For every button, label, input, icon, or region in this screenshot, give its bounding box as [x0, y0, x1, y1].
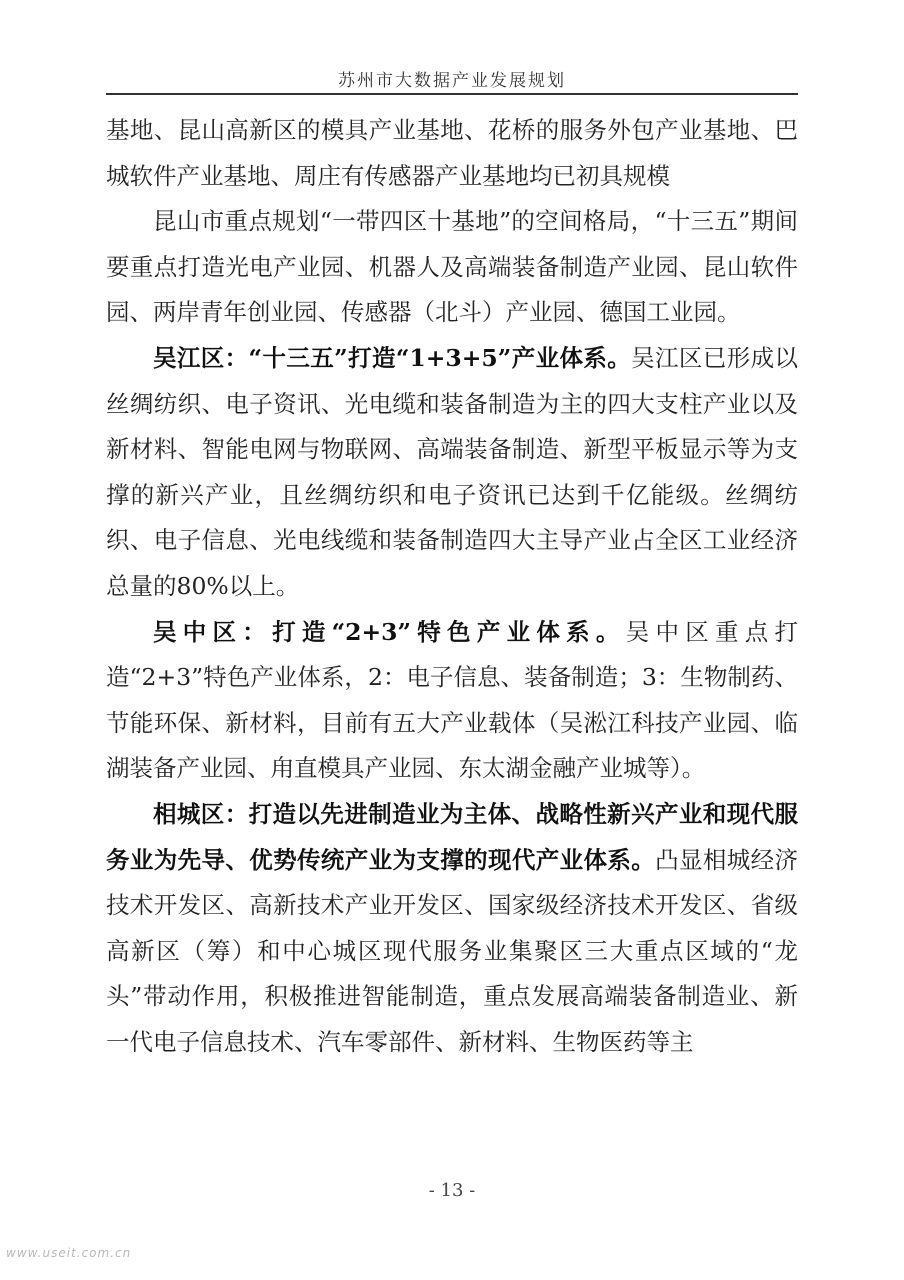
page-body — [106, 108, 798, 1065]
paragraph-lead: 吴江区：“十三五”打造“1+3+5”产业体系。 — [153, 343, 632, 372]
page-number: - 13 - — [428, 1180, 476, 1201]
header-rule — [106, 93, 798, 95]
paragraph-text: 基地、昆山高新区的模具产业基地、花桥的服务外包产业基地、巴城软件产业基地、周庄有传感器产业基地均已初具规模 — [106, 116, 798, 190]
paragraph-continued — [106, 108, 798, 199]
paragraph-text: 昆山市重点规划“一带四区十基地”的空间格局，“十三五”期间要重点打造光电产业园、机器人及高端装备制造产业园、昆山软件园、两岸青年创业园、传感器（北斗）产业园、德国工业园。 — [106, 207, 798, 327]
running-header: 苏州市大数据产业发展规划 — [338, 71, 566, 91]
paragraph-wujiang — [106, 336, 798, 610]
watermark: www.useit.com.cn — [6, 1246, 132, 1260]
paragraph-xiangcheng — [106, 792, 798, 1066]
paragraph-wuzhong — [106, 610, 798, 792]
paragraph-text: 吴中区重点打造“2+3”特色产业体系，2：电子信息、装备制造；3：生物制药、节能环保、新材料，目前有五大产业载体（吴淞江科技产业园、临湖装备产业园、甪直模具产业园、东太湖金融产业城等）。 — [106, 617, 799, 783]
paragraph-lead: 吴中区：打造“2+3”特色产业体系。 — [153, 617, 626, 646]
paragraph-lead: 相城区：打造以先进制造业为主体、战略性新兴产业和现代服务业为先导、优势传统产业为支撑的现代产业体系。 — [106, 799, 798, 874]
paragraph-text: 吴江区已形成以丝绸纺织、电子资讯、光电缆和装备制造为主的四大支柱产业以及新材料、智能电网与物联网、高端装备制造、新型平板显示等为支撑的新兴产业，且丝绸纺织和电子资讯已达到千亿能级。丝绸纺织、电子信息、光电线缆和装备制造四大主导产业占全区工业经济总量的80%以上。 — [106, 343, 798, 600]
paragraph-kunshan — [106, 199, 798, 336]
paragraph-text: 凸显相城经济技术开发区、高新技术产业开发区、国家级经济技术开发区、省级高新区（筹）和中心城区现代服务业集聚区三大重点区域的“龙头”带动作用，积极推进智能制造，重点发展高端装备制造业、新一代电子信息技术、汽车零部件、新材料、生物医药等主 — [106, 845, 798, 1056]
